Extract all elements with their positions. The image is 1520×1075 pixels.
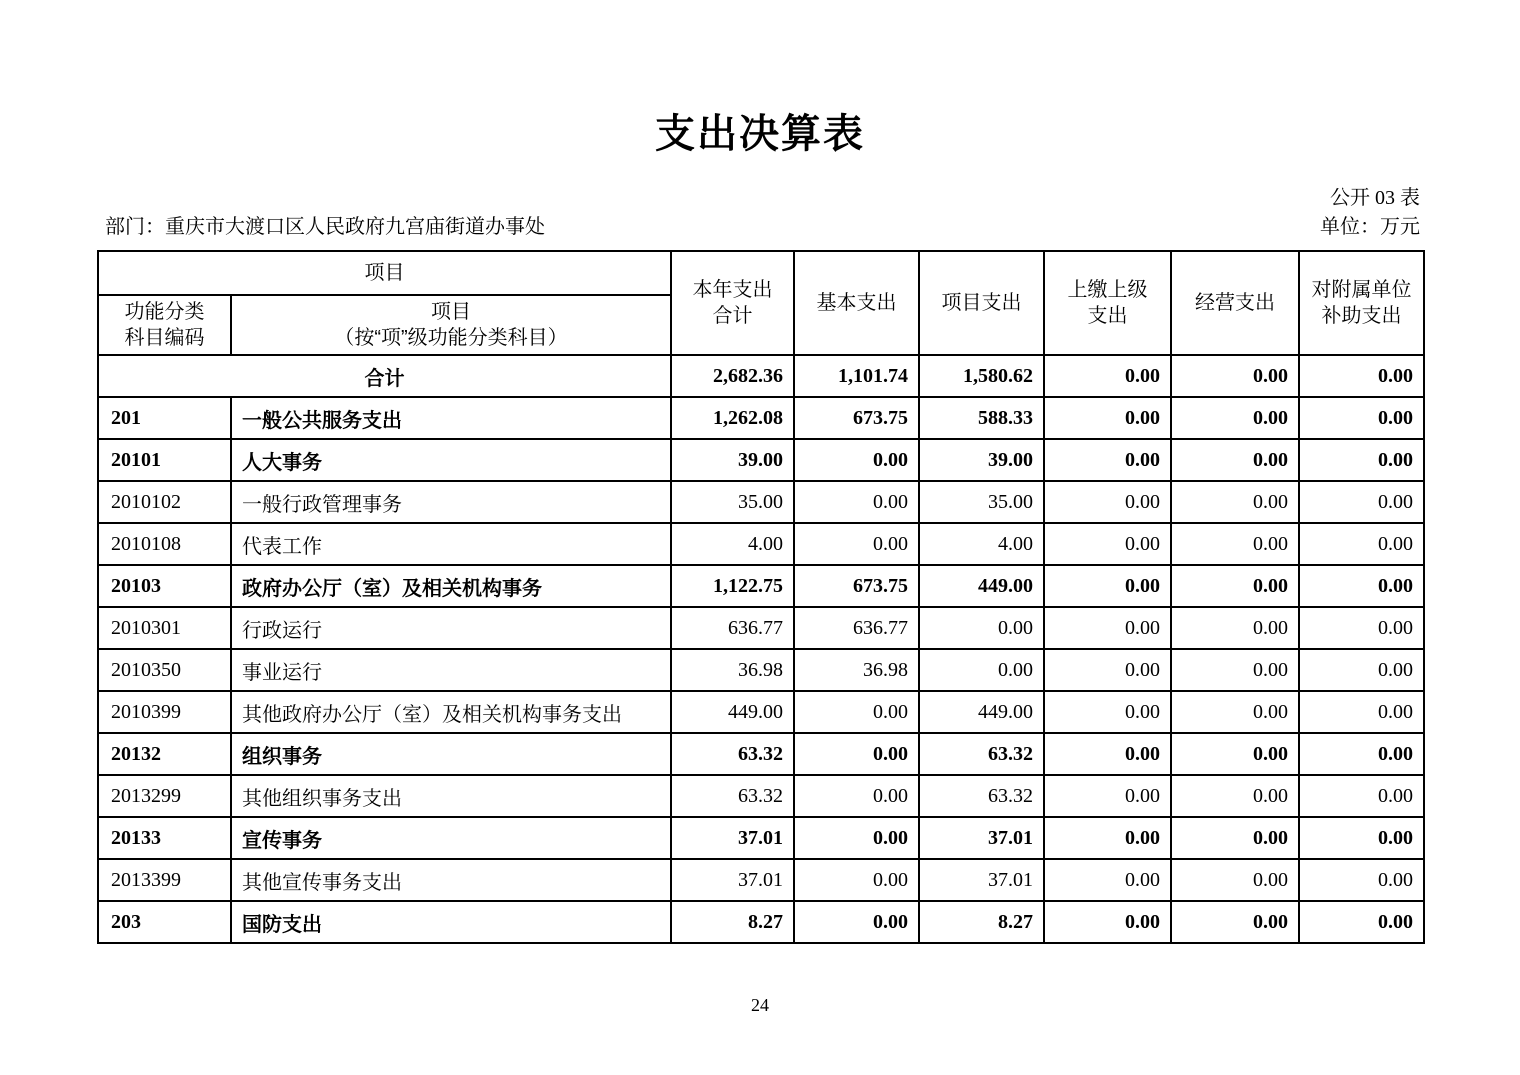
row-value: 1,262.08 bbox=[671, 397, 794, 439]
row-value: 0.00 bbox=[1044, 733, 1171, 775]
row-name: 组织事务 bbox=[231, 733, 671, 775]
row-value: 0.00 bbox=[1171, 901, 1299, 943]
row-value: 0.00 bbox=[1044, 649, 1171, 691]
row-value: 0.00 bbox=[1299, 481, 1424, 523]
row-value: 39.00 bbox=[671, 439, 794, 481]
row-value: 37.01 bbox=[919, 859, 1044, 901]
header-upper-level-expenditure bbox=[1044, 251, 1171, 355]
row-value: 636.77 bbox=[794, 607, 919, 649]
header-project-expenditure: 项目支出 bbox=[919, 251, 1044, 355]
row-name: 宣传事务 bbox=[231, 817, 671, 859]
row-code: 2013399 bbox=[98, 859, 231, 901]
row-code: 203 bbox=[98, 901, 231, 943]
header-basic-expenditure: 基本支出 bbox=[794, 251, 919, 355]
row-value: 0.00 bbox=[1044, 775, 1171, 817]
row-name: 政府办公厅（室）及相关机构事务 bbox=[231, 565, 671, 607]
row-value: 4.00 bbox=[671, 523, 794, 565]
meta-row bbox=[105, 214, 1420, 240]
row-value: 0.00 bbox=[1299, 607, 1424, 649]
row-value: 0.00 bbox=[1044, 523, 1171, 565]
header-operating-expenditure: 经营支出 bbox=[1171, 251, 1299, 355]
row-value: 0.00 bbox=[1044, 691, 1171, 733]
row-value: 0.00 bbox=[1044, 397, 1171, 439]
row-value: 63.32 bbox=[671, 733, 794, 775]
row-value: 0.00 bbox=[794, 733, 919, 775]
row-name: 国防支出 bbox=[231, 901, 671, 943]
row-value: 37.01 bbox=[919, 817, 1044, 859]
row-value: 673.75 bbox=[794, 565, 919, 607]
row-value: 0.00 bbox=[1171, 481, 1299, 523]
table-row bbox=[98, 607, 1424, 649]
row-value: 36.98 bbox=[671, 649, 794, 691]
row-value: 37.01 bbox=[671, 859, 794, 901]
row-value: 63.32 bbox=[919, 775, 1044, 817]
row-value: 0.00 bbox=[1171, 859, 1299, 901]
row-value: 0.00 bbox=[1299, 355, 1424, 397]
row-name: 一般公共服务支出 bbox=[231, 397, 671, 439]
row-value: 0.00 bbox=[794, 691, 919, 733]
table-row bbox=[98, 691, 1424, 733]
table-row bbox=[98, 901, 1424, 943]
row-value: 449.00 bbox=[919, 691, 1044, 733]
row-value: 63.32 bbox=[919, 733, 1044, 775]
header-item-name-line2: （按“项”级功能分类科目） bbox=[334, 327, 568, 349]
row-value: 35.00 bbox=[671, 481, 794, 523]
row-value: 0.00 bbox=[1299, 733, 1424, 775]
row-value: 36.98 bbox=[794, 649, 919, 691]
row-code: 2010108 bbox=[98, 523, 231, 565]
header-upper-line2: 支出 bbox=[1087, 305, 1128, 327]
row-name: 人大事务 bbox=[231, 439, 671, 481]
row-name: 其他政府办公厅（室）及相关机构事务支出 bbox=[231, 691, 671, 733]
row-value: 636.77 bbox=[671, 607, 794, 649]
row-value: 0.00 bbox=[1299, 859, 1424, 901]
row-value: 0.00 bbox=[794, 439, 919, 481]
row-value: 0.00 bbox=[1171, 817, 1299, 859]
row-value: 0.00 bbox=[1171, 691, 1299, 733]
row-value: 0.00 bbox=[794, 481, 919, 523]
row-name: 合计 bbox=[98, 355, 671, 397]
row-value: 673.75 bbox=[794, 397, 919, 439]
row-value: 39.00 bbox=[919, 439, 1044, 481]
row-value: 35.00 bbox=[919, 481, 1044, 523]
row-value: 4.00 bbox=[919, 523, 1044, 565]
table-row bbox=[98, 817, 1424, 859]
row-value: 0.00 bbox=[1044, 859, 1171, 901]
table-row bbox=[98, 481, 1424, 523]
row-value: 0.00 bbox=[1044, 901, 1171, 943]
doc-code-label: 公开 03 表 bbox=[1330, 187, 1420, 209]
row-name: 一般行政管理事务 bbox=[231, 481, 671, 523]
row-value: 1,580.62 bbox=[919, 355, 1044, 397]
row-value: 0.00 bbox=[1044, 817, 1171, 859]
table-row bbox=[98, 859, 1424, 901]
row-value: 2,682.36 bbox=[671, 355, 794, 397]
row-code: 20101 bbox=[98, 439, 231, 481]
row-name: 代表工作 bbox=[231, 523, 671, 565]
row-value: 8.27 bbox=[919, 901, 1044, 943]
header-function-code bbox=[98, 295, 231, 355]
unit-label: 单位：万元 bbox=[1320, 216, 1420, 238]
row-value: 0.00 bbox=[1171, 523, 1299, 565]
row-value: 0.00 bbox=[1044, 607, 1171, 649]
row-value: 63.32 bbox=[671, 775, 794, 817]
header-item-name-line1: 项目 bbox=[431, 301, 471, 323]
row-value: 449.00 bbox=[919, 565, 1044, 607]
row-value: 0.00 bbox=[1299, 817, 1424, 859]
page-title: 支出决算表 bbox=[655, 112, 865, 156]
header-subsidy-line1: 对附属单位 bbox=[1311, 279, 1412, 301]
row-value: 37.01 bbox=[671, 817, 794, 859]
header-item-name bbox=[231, 295, 671, 355]
row-value: 0.00 bbox=[1299, 397, 1424, 439]
row-value: 0.00 bbox=[1044, 355, 1171, 397]
table-row-total bbox=[98, 355, 1424, 397]
row-value: 0.00 bbox=[794, 859, 919, 901]
header-total-expenditure bbox=[671, 251, 794, 355]
row-code: 2010350 bbox=[98, 649, 231, 691]
row-value: 0.00 bbox=[1299, 691, 1424, 733]
row-name: 其他宣传事务支出 bbox=[231, 859, 671, 901]
table-row bbox=[98, 397, 1424, 439]
header-total-line2: 合计 bbox=[712, 305, 753, 327]
header-subsidy-line2: 补助支出 bbox=[1321, 305, 1402, 327]
header-upper-line1: 上缴上级 bbox=[1067, 279, 1148, 301]
row-value: 0.00 bbox=[1171, 733, 1299, 775]
row-value: 0.00 bbox=[1171, 649, 1299, 691]
header-total-line1: 本年支出 bbox=[692, 279, 773, 301]
header-function-code-line1: 功能分类 bbox=[124, 301, 205, 323]
row-value: 0.00 bbox=[1299, 523, 1424, 565]
row-value: 0.00 bbox=[1171, 565, 1299, 607]
row-value: 0.00 bbox=[1299, 775, 1424, 817]
row-code: 2010399 bbox=[98, 691, 231, 733]
row-value: 0.00 bbox=[1044, 439, 1171, 481]
expenditure-table bbox=[97, 250, 1425, 944]
row-value: 0.00 bbox=[1171, 397, 1299, 439]
row-code: 201 bbox=[98, 397, 231, 439]
row-value: 0.00 bbox=[919, 607, 1044, 649]
row-value: 1,122.75 bbox=[671, 565, 794, 607]
row-value: 0.00 bbox=[794, 817, 919, 859]
table-row bbox=[98, 439, 1424, 481]
row-value: 8.27 bbox=[671, 901, 794, 943]
row-value: 0.00 bbox=[1299, 565, 1424, 607]
row-value: 0.00 bbox=[1044, 565, 1171, 607]
table-row bbox=[98, 565, 1424, 607]
row-value: 449.00 bbox=[671, 691, 794, 733]
row-value: 0.00 bbox=[1044, 481, 1171, 523]
row-value: 0.00 bbox=[1299, 439, 1424, 481]
header-function-code-line2: 科目编码 bbox=[124, 327, 205, 349]
row-name: 其他组织事务支出 bbox=[231, 775, 671, 817]
row-value: 0.00 bbox=[919, 649, 1044, 691]
row-value: 0.00 bbox=[1299, 649, 1424, 691]
row-name: 事业运行 bbox=[231, 649, 671, 691]
row-value: 0.00 bbox=[1171, 439, 1299, 481]
department-label: 部门：重庆市大渡口区人民政府九宫庙街道办事处 bbox=[105, 216, 545, 238]
row-value: 0.00 bbox=[1171, 775, 1299, 817]
row-code: 20103 bbox=[98, 565, 231, 607]
row-value: 0.00 bbox=[794, 523, 919, 565]
page-number: 24 bbox=[751, 995, 769, 1015]
row-code: 2010102 bbox=[98, 481, 231, 523]
row-code: 20133 bbox=[98, 817, 231, 859]
row-value: 0.00 bbox=[1299, 901, 1424, 943]
row-value: 0.00 bbox=[1171, 607, 1299, 649]
row-name: 行政运行 bbox=[231, 607, 671, 649]
table-row bbox=[98, 775, 1424, 817]
row-value: 0.00 bbox=[794, 775, 919, 817]
row-value: 0.00 bbox=[794, 901, 919, 943]
row-value: 588.33 bbox=[919, 397, 1044, 439]
row-value: 1,101.74 bbox=[794, 355, 919, 397]
row-code: 2013299 bbox=[98, 775, 231, 817]
table-row bbox=[98, 523, 1424, 565]
table-row bbox=[98, 649, 1424, 691]
row-value: 0.00 bbox=[1171, 355, 1299, 397]
header-subsidy-expenditure bbox=[1299, 251, 1424, 355]
row-code: 2010301 bbox=[98, 607, 231, 649]
table-row bbox=[98, 733, 1424, 775]
row-code: 20132 bbox=[98, 733, 231, 775]
header-project-group: 项目 bbox=[98, 251, 671, 295]
